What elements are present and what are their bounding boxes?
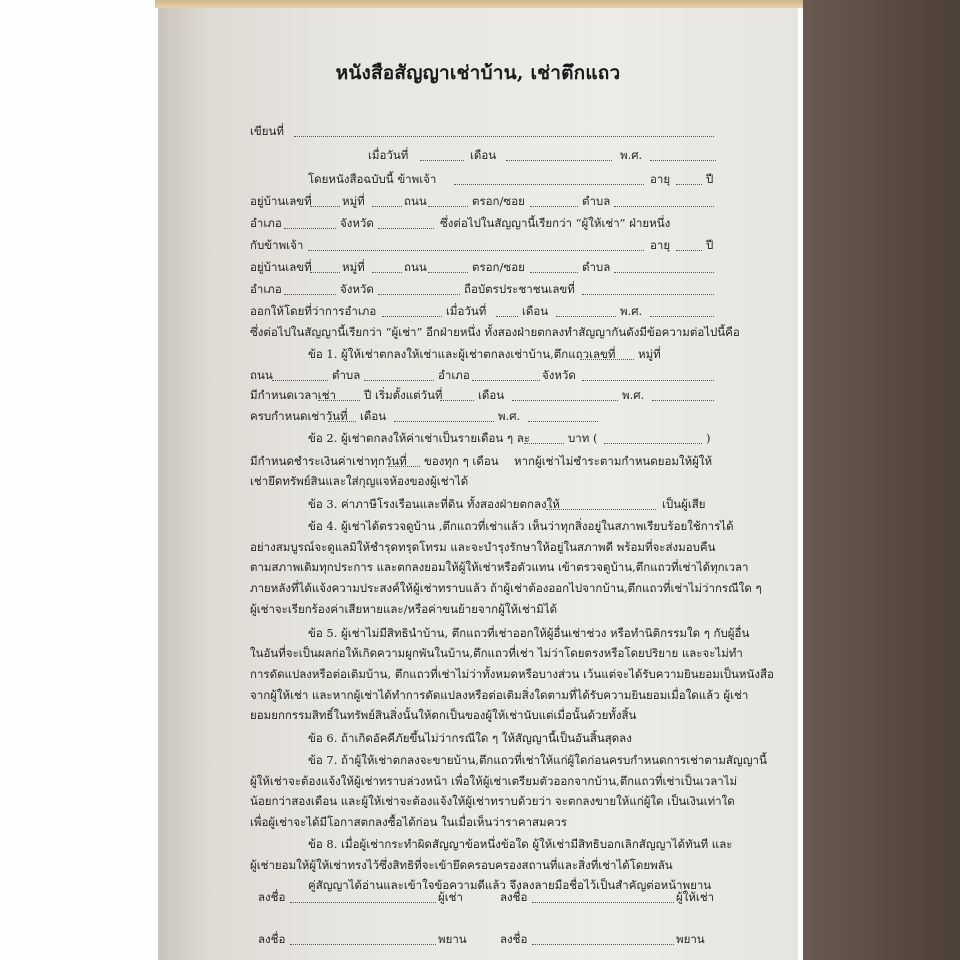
id-card-label: ถือบัตรประชาชนเลขที่ xyxy=(464,282,575,296)
moo-line xyxy=(372,194,402,207)
road-label: ถนน xyxy=(404,194,427,208)
issue-year-label: พ.ศ. xyxy=(620,304,643,318)
moo-label: หมู่ที่ xyxy=(342,194,365,208)
issued-by-line xyxy=(382,304,442,317)
document-title: หนังสือสัญญาเช่าบ้าน, เช่าตึกแถว xyxy=(335,62,621,84)
clause5-line3: การดัดแปลงหรือต่อเติมบ้าน, ตึกแถวที่เช่าไม่ว่าทั้งหมดหรือบางส่วน เว้นแต่จะได้รับความยินยอมเป็นหนังสือ xyxy=(250,667,774,682)
clause1-end: ครบกำหนดเช่าวันที่ xyxy=(250,408,348,423)
years-label: ปี xyxy=(706,172,714,186)
clause1-start: ปี เริ่มตั้งแต่วันที่ xyxy=(364,388,443,403)
clause1-tambon: ตำบล xyxy=(332,367,361,382)
clause8-line2: ผู้เช่ายอมให้ผู้ให้เช่าทรงไว้ซึ่งสิทธิที่จะเข้ายึดครอบครองสถานที่และสิ่งที่เช่าได้โดยพลัน xyxy=(250,857,673,872)
year-line xyxy=(650,148,716,161)
clause2-penalty: หากผู้เช่าไม่ชำระตามกำหนดยอมให้ผู้ให้ xyxy=(514,453,713,468)
house-no-label: อยู่บ้านเลขที่ xyxy=(250,194,312,208)
clause1-end-month: เดือน xyxy=(360,408,387,423)
clause1-end-year-line xyxy=(528,409,598,422)
party1-name-line xyxy=(454,172,644,185)
witness2-label: พยาน xyxy=(676,932,705,946)
month-label: เดือน xyxy=(470,148,497,162)
clause5-line5: ยอมยกกรรมสิทธิ์ในทรัพย์สินสิ่งนั้นให้ตกเป็นของผู้ให้เช่านับแต่เมื่อนั้นด้วยทั้งสิ้น xyxy=(250,708,637,723)
sign-label-witness2: ลงชื่อ xyxy=(500,932,528,946)
sign-label-witness1: ลงชื่อ xyxy=(258,932,286,946)
issue-month-label: เดือน xyxy=(522,304,549,318)
month-line xyxy=(506,148,612,161)
clause1-end-line xyxy=(328,409,356,422)
sign-label-tenant: ลงชื่อ xyxy=(258,890,286,904)
road-line xyxy=(428,194,468,207)
clause2-baht: บาท ( xyxy=(568,431,598,446)
clause3-payer: เป็นผู้เสีย xyxy=(662,496,706,511)
witness1-label: พยาน xyxy=(438,932,467,946)
clause1-province: จังหวัด xyxy=(542,367,576,382)
clause1-road-line xyxy=(272,368,328,381)
clause4-line5: ผู้เช่าจะเรียกร้องค่าเสียหายและ/หรือค่าขนย้ายจากผู้ให้เช่ามิได้ xyxy=(250,601,558,616)
issue-month-line xyxy=(556,304,616,317)
clause1-road: ถนน xyxy=(250,367,273,382)
age-line xyxy=(676,172,702,185)
moo-line-2 xyxy=(372,260,402,273)
year-label: พ.ศ. xyxy=(620,148,643,162)
clause1-start-year: พ.ศ. xyxy=(622,388,645,403)
years-label-2: ปี xyxy=(706,238,714,252)
clause2-monthly: ของทุก ๆ เดือน xyxy=(424,453,499,468)
clause5-line4: จากผู้ให้เช่า และหากผู้เช่าได้ทำการดัดแปลงหรือต่อเติมสิ่งใดตามที่ได้รับความยินยอมเมื่อใดแล้ว ผู้เช่า xyxy=(250,687,749,702)
age-label: อายุ xyxy=(650,172,671,186)
issue-date-label: เมื่อวันที่ xyxy=(446,304,487,318)
tenant-label: ผู้เช่า xyxy=(438,890,463,904)
province-label: จังหวัด xyxy=(340,216,374,230)
tenant-designation: ซึ่งต่อไปในสัญญานี้เรียกว่า “ผู้เช่า” อีกฝ่ายหนึ่ง ทั้งสองฝ่ายตกลงทำสัญญากันดังมีข้อความต่อไปนี้คือ xyxy=(250,324,740,339)
amphoe-label: อำเภอ xyxy=(250,216,282,230)
landlord-designation: ซึ่งต่อไปในสัญญานี้เรียกว่า “ผู้ให้เช่า” ฝ่ายหนึ่ง xyxy=(440,216,671,230)
clause4-line3: ตามสภาพเดิมทุกประการ และตกลงยอมให้ผู้ให้เช่าหรือตัวแทน เข้าตรวจดูบ้าน,ตึกแถวที่เช่าได้ทุกเวลา xyxy=(250,560,749,575)
clause1-period: มีกำหนดเวลาเช่า xyxy=(250,388,336,403)
clause1-province-line xyxy=(582,368,714,381)
clause2-seize: เช่ายึดทรัพย์สินและใส่กุญแจห้องของผู้เช่าได้ xyxy=(250,474,469,489)
written-at-label: เขียนที่ xyxy=(250,124,284,138)
issued-by-label: ออกให้โดยที่ว่าการอำเภอ xyxy=(250,304,377,318)
clause2-due: มีกำหนดชำระเงินค่าเช่าทุกวันที่ xyxy=(250,453,407,468)
house-no-line-2 xyxy=(310,260,340,273)
clause1-tambon-line xyxy=(364,368,434,381)
party2-intro: กับข้าพเจ้า xyxy=(250,238,304,252)
tambon-label-2: ตำบล xyxy=(582,260,611,274)
clause7-line1: ข้อ 7. ถ้าผู้ให้เช่าตกลงจะขายบ้าน,ตึกแถวที่เช่าให้แก่ผู้ใดก่อนครบกำหนดการเช่าตามสัญญานี้ xyxy=(308,753,767,768)
house-no-label-2: อยู่บ้านเลขที่ xyxy=(250,260,312,274)
clause5-line1: ข้อ 5. ผู้เช่าไม่มีสิทธินำบ้าน, ตึกแถวที่เช่าออกให้ผู้อื่นเช่าช่วง หรือทำนิติกรรมใด ๆ กับผู้อื่น xyxy=(308,625,750,640)
tambon-label: ตำบล xyxy=(582,194,611,208)
desk-top-edge xyxy=(155,0,803,8)
background-left xyxy=(0,0,155,960)
amphoe-line xyxy=(284,216,336,229)
sign-label-landlord: ลงชื่อ xyxy=(500,890,528,904)
amphoe-line-2 xyxy=(284,282,336,295)
soi-label: ตรอก/ซอย xyxy=(472,194,525,208)
clause1-period-line xyxy=(318,388,360,401)
age-line-2 xyxy=(676,238,702,251)
clause4-line4: ภายหลังที่ได้แจ้งความประสงค์ให้ผู้เช่าทราบแล้ว ถ้าผู้เช่าต้องออกไปจากบ้าน,ตึกแถวที่เช่าไม่ว่ากรณีใด ๆ xyxy=(250,581,762,596)
date-label: เมื่อวันที่ xyxy=(368,148,409,162)
clause1-text: ข้อ 1. ผู้ให้เช่าตกลงให้เช่าและผู้เช่าตกลงเช่าบ้าน,ตึกแถวเลขที่ xyxy=(308,347,616,362)
landlord-label: ผู้ให้เช่า xyxy=(676,890,715,904)
date-line xyxy=(420,148,464,161)
tambon-line-2 xyxy=(614,260,714,273)
clause1-house-line xyxy=(580,347,634,360)
clause1-start-year-line xyxy=(652,388,714,401)
age-label-2: อายุ xyxy=(650,238,671,252)
clause1-end-year: พ.ศ. xyxy=(498,408,521,423)
desk-background xyxy=(803,0,960,960)
clause5-line2: ในอันที่จะเป็นผลก่อให้เกิดความผูกพันในบ้าน,ตึกแถวที่เช่า ไม่ว่าโดยตรงหรือโดยปริยาย และจะไม่ทำ xyxy=(250,646,743,661)
road-label-2: ถนน xyxy=(404,260,427,274)
clause2-words-line xyxy=(604,431,702,444)
clause7-line4: เพื่อผู้เช่าจะได้มีโอกาสตกลงซื้อได้ก่อน ในเมื่อเห็นว่าราคาสมควร xyxy=(250,814,567,829)
clause4-line2: อย่างสมบูรณ์จะดูแลมิให้ชำรุดทรุดโทรม และจะบำรุงรักษาให้อยู่ในสภาพดี พร้อมที่จะส่งมอบคืน xyxy=(250,539,716,554)
clause1-start-line xyxy=(440,388,474,401)
contract-paper xyxy=(158,8,798,960)
clause1-moo: หมู่ที่ xyxy=(638,347,661,362)
clause3-text: ข้อ 3. ค่าภาษีโรงเรือนและที่ดิน ทั้งสองฝ่ายตกลงให้ xyxy=(308,496,560,511)
clause1-end-month-line xyxy=(394,409,494,422)
clause1-amphoe-line xyxy=(472,368,540,381)
written-at-line xyxy=(294,124,714,137)
tambon-line xyxy=(614,194,714,207)
clause4-line1: ข้อ 4. ผู้เช่าได้ตรวจดูบ้าน ,ตึกแถวที่เช่าแล้ว เห็นว่าทุกสิ่งอยู่ในสภาพเรียบร้อยใช้การได้ xyxy=(308,519,734,534)
house-no-line xyxy=(310,194,340,207)
road-line-2 xyxy=(428,260,468,273)
soi-line xyxy=(530,194,578,207)
province-line xyxy=(378,216,434,229)
party2-name-line xyxy=(308,238,644,251)
clause7-line3: น้อยกว่าสองเดือน และผู้ให้เช่าจะต้องแจ้งให้ผู้เช่าทราบด้วยว่า จะตกลงขายให้แก่ผู้ใด เป็นเงินเท่าใด xyxy=(250,794,735,809)
party1-intro: โดยหนังสือฉบับนี้ ข้าพเจ้า xyxy=(308,172,437,186)
closing-statement: คู่สัญญาได้อ่านและเข้าใจข้อความดีแล้ว จึงลงลายมือชื่อไว้เป็นสำคัญต่อหน้าพยาน xyxy=(308,878,712,893)
amphoe-label-2: อำเภอ xyxy=(250,282,282,296)
clause1-start-month-line xyxy=(512,388,618,401)
clause8-line1: ข้อ 8. เมื่อผู้เช่ากระทำผิดสัญญาข้อหนึ่งข้อใด ผู้ให้เช่ามีสิทธิบอกเลิกสัญญาได้ทันที และ xyxy=(308,837,733,852)
province-line-2 xyxy=(378,282,460,295)
clause2-text: ข้อ 2. ผู้เช่าตกลงให้ค่าเช่าเป็นรายเดือน ๆ ละ xyxy=(308,431,530,446)
clause2-close-paren: ) xyxy=(706,431,711,446)
issue-date-line xyxy=(496,304,518,317)
moo-label-2: หมู่ที่ xyxy=(342,260,365,274)
id-card-line xyxy=(582,282,714,295)
clause3-payer-line xyxy=(546,497,656,510)
soi-line-2 xyxy=(530,260,578,273)
clause2-due-line xyxy=(388,454,420,467)
clause7-line2: ผู้ให้เช่าจะต้องแจ้งให้ผู้เช่าทราบล่วงหน้า เพื่อให้ผู้เช่าเตรียมตัวออกจากบ้าน,ตึกแถวที่เช่าเป็นเวลาไม่ xyxy=(250,773,738,788)
clause2-amount-line xyxy=(524,431,564,444)
soi-label-2: ตรอก/ซอย xyxy=(472,260,525,274)
clause6-text: ข้อ 6. ถ้าเกิดอัคคีภัยขึ้นไม่ว่ากรณีใด ๆ ให้สัญญานี้เป็นอันสิ้นสุดลง xyxy=(308,730,632,745)
clause1-amphoe: อำเภอ xyxy=(438,367,470,382)
province-label-2: จังหวัด xyxy=(340,282,374,296)
issue-year-line xyxy=(650,304,714,317)
clause1-start-month: เดือน xyxy=(478,388,505,403)
